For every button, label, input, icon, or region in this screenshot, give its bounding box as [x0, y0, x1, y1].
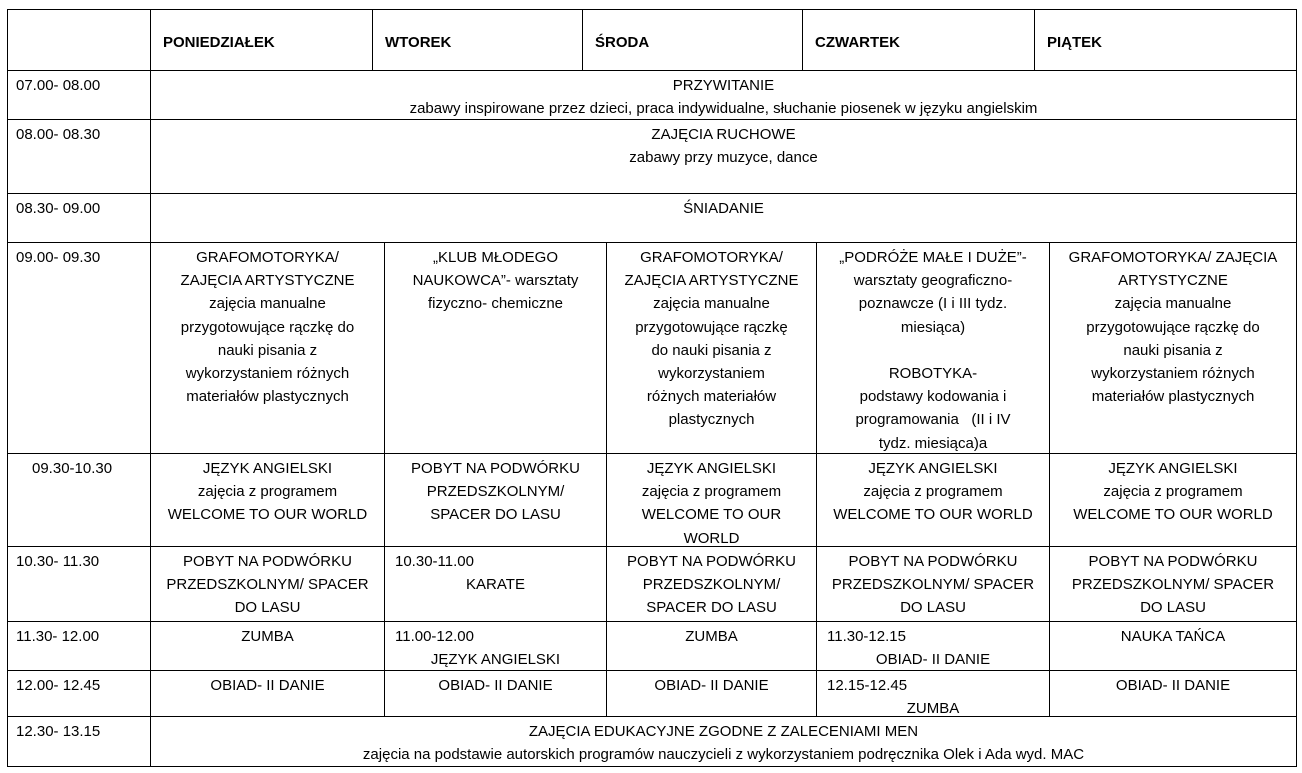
- activity-line: ROBOTYKA-: [888, 365, 978, 383]
- time-slot: 08.30- 09.00: [16, 200, 101, 217]
- activity-line: GRAFOMOTORYKA/: [640, 249, 783, 266]
- activity-cell-wtorek: [385, 454, 606, 546]
- time-slot: 07.00- 08.00: [16, 77, 101, 94]
- activity-line: różnych materiałów: [646, 388, 777, 406]
- activity-line: PRZEDSZKOLNYM/: [642, 576, 781, 594]
- activity-line: zajęcia na podstawie autorskich programów nauczycieli z wykorzystaniem podręcznika Olek i Ada wyd. MAC: [362, 746, 1085, 764]
- header-corner: [8, 10, 150, 70]
- activity-line: materiałów plastycznych: [1091, 388, 1255, 406]
- activity-line: zabawy inspirowane przez dzieci, praca indywidualne, słuchanie piosenek w języku angielskim: [409, 100, 1038, 118]
- time-slot: 10.30- 11.30: [16, 553, 100, 570]
- table-border: [1296, 9, 1297, 70]
- activity-cell-czwartek: [817, 243, 1049, 453]
- activity-line: wykorzystaniem: [658, 365, 765, 383]
- activity-line: POBYT NA PODWÓRKU: [411, 460, 580, 477]
- activity-cell-wtorek: [385, 243, 606, 453]
- activity-cell-poniedziałek: [151, 243, 384, 453]
- activity-line: POBYT NA PODWÓRKU: [848, 553, 1018, 570]
- activity-line: 10.30-11.00: [395, 553, 474, 570]
- activity-line: NAUKOWCA”- warsztaty: [412, 272, 579, 290]
- activity-cell-poniedziałek: [151, 671, 384, 716]
- activity-cell-piątek: [1050, 547, 1296, 621]
- activity-line: WELCOME TO OUR WORLD: [833, 506, 1033, 524]
- activity-line: ZAJĘCIA RUCHOWE: [651, 126, 796, 143]
- activity-line: zajęcia z programem: [641, 483, 782, 501]
- activity-line: JĘZYK ANGIELSKI: [202, 460, 333, 477]
- activity-line: POBYT NA PODWÓRKU: [183, 553, 352, 570]
- activity-line: ZUMBA: [241, 628, 294, 645]
- activity-line: PRZEDSZKOLNYM/ SPACER: [831, 576, 1035, 594]
- activity-line: PRZEDSZKOLNYM/ SPACER: [1071, 576, 1275, 594]
- activity-line: warsztaty geograficzno-: [853, 272, 1013, 290]
- activity-line: zajęcia z programem: [197, 483, 338, 501]
- activity-line: ARTYSTYCZNE: [1118, 272, 1228, 290]
- activity-line: przygotowujące rączkę: [635, 318, 788, 336]
- activity-line: ŚNIADANIE: [683, 200, 764, 217]
- activity-cell-środa: [607, 243, 816, 453]
- activity-line: zajęcia manualne: [1114, 295, 1232, 313]
- activity-line: PRZEDSZKOLNYM/ SPACER: [166, 576, 369, 594]
- activity-line: JĘZYK ANGIELSKI: [1108, 460, 1238, 477]
- activity-line: GRAFOMOTORYKA/: [196, 249, 339, 266]
- activity-line: DO LASU: [900, 599, 966, 617]
- activity-line: PRZEDSZKOLNYM/: [426, 483, 565, 501]
- day-header-4: CZWARTEK: [815, 34, 900, 52]
- activity-line: GRAFOMOTORYKA/ ZAJĘCIA: [1068, 249, 1278, 266]
- activity-cell-czwartek: [817, 547, 1049, 621]
- activity-line: „KLUB MŁODEGO: [432, 249, 559, 266]
- activity-line: OBIAD- II DANIE: [210, 677, 325, 694]
- activity-line: ZUMBA: [685, 628, 738, 645]
- activity-cell-wtorek: [385, 671, 606, 716]
- activity-cell-piątek: [1050, 622, 1296, 670]
- activity-line: WELCOME TO OUR WORLD: [167, 506, 368, 524]
- activity-line: „PODRÓŻE MAŁE I DUŻE”-: [839, 249, 1027, 266]
- activity-line: KARATE: [466, 576, 525, 594]
- time-slot: 09.00- 09.30: [16, 249, 101, 266]
- activity-line: nauki pisania z: [217, 341, 318, 359]
- activity-line: NAUKA TAŃCA: [1120, 628, 1226, 645]
- activity-line: do nauki pisania z: [651, 341, 772, 359]
- activity-line: ZAJĘCIA ARTYSTYCZNE: [180, 272, 355, 290]
- time-slot: 11.30- 12.00: [16, 628, 100, 645]
- activity-line: przygotowujące rączkę do: [1086, 318, 1260, 336]
- activity-line: DO LASU: [234, 599, 301, 617]
- all-week-activity: [151, 194, 1296, 242]
- activity-line: ZUMBA: [906, 700, 960, 718]
- activity-cell-poniedziałek: [151, 622, 384, 670]
- activity-line: miesiąca): [900, 318, 966, 336]
- activity-line: SPACER DO LASU: [430, 506, 561, 524]
- activity-line: POBYT NA PODWÓRKU: [1088, 553, 1258, 570]
- activity-cell-poniedziałek: [151, 454, 384, 546]
- activity-line: JĘZYK ANGIELSKI: [868, 460, 998, 477]
- activity-line: zajęcia z programem: [863, 483, 1003, 501]
- activity-line: ZAJĘCIA ARTYSTYCZNE: [624, 272, 799, 290]
- activity-line: nauki pisania z: [1123, 341, 1223, 359]
- activity-cell-czwartek: [817, 454, 1049, 546]
- activity-cell-środa: [607, 547, 816, 621]
- activity-line: zajęcia manualne: [653, 295, 770, 313]
- activity-line: podstawy kodowania i: [859, 388, 1007, 406]
- activity-line: 12.15-12.45: [827, 677, 908, 694]
- activity-cell-poniedziałek: [151, 547, 384, 621]
- activity-line: OBIAD- II DANIE: [654, 677, 769, 694]
- activity-cell-wtorek: [385, 622, 606, 670]
- activity-line: PRZYWITANIE: [672, 77, 775, 94]
- activity-cell-piątek: [1050, 671, 1296, 716]
- activity-line: wykorzystaniem różnych: [185, 365, 350, 383]
- activity-line: JĘZYK ANGIELSKI: [430, 651, 561, 669]
- activity-line: plastycznych: [668, 411, 755, 429]
- activity-line: 11.00-12.00: [395, 628, 474, 645]
- activity-cell-piątek: [1050, 454, 1296, 546]
- activity-line: tydz. miesiąca)a: [878, 434, 988, 452]
- activity-line: poznawcze (I i III tydz.: [858, 295, 1008, 313]
- activity-line: POBYT NA PODWÓRKU: [627, 553, 796, 570]
- activity-cell-środa: [607, 671, 816, 716]
- all-week-activity: [151, 717, 1296, 766]
- activity-line: zabawy przy muzyce, dance: [629, 149, 818, 167]
- time-slot: 08.00- 08.30: [16, 126, 101, 143]
- activity-line: [819, 339, 1047, 362]
- activity-line: materiałów plastycznych: [186, 388, 349, 406]
- day-header-1: PONIEDZIAŁEK: [163, 34, 275, 52]
- activity-line: zajęcia manualne: [209, 295, 326, 313]
- activity-cell-środa: [607, 622, 816, 670]
- time-slot: 12.00- 12.45: [16, 677, 101, 694]
- activity-cell-czwartek: [817, 671, 1049, 716]
- time-slot: 09.30-10.30: [32, 460, 113, 477]
- activity-line: 11.30-12.15: [827, 628, 906, 645]
- all-week-activity: [151, 120, 1296, 193]
- activity-line: przygotowujące rączkę do: [180, 318, 355, 336]
- activity-line: fizyczno- chemiczne: [427, 295, 564, 313]
- day-header-3: ŚRODA: [595, 34, 650, 52]
- activity-line: ZAJĘCIA EDUKACYJNE ZGODNE Z ZALECENIAMI MEN: [528, 723, 919, 740]
- activity-line: JĘZYK ANGIELSKI: [646, 460, 777, 477]
- day-header-5: PIĄTEK: [1047, 34, 1103, 52]
- activity-line: WELCOME TO OUR WORLD: [1073, 506, 1273, 524]
- activity-cell-czwartek: [817, 622, 1049, 670]
- activity-line: DO LASU: [1140, 599, 1206, 617]
- activity-line: SPACER DO LASU: [646, 599, 777, 617]
- activity-line: WORLD: [683, 529, 740, 547]
- activity-cell-wtorek: [385, 547, 606, 621]
- activity-line: WELCOME TO OUR: [641, 506, 782, 524]
- table-border: [1296, 70, 1297, 766]
- activity-line: OBIAD- II DANIE: [438, 677, 553, 694]
- activity-cell-piątek: [1050, 243, 1296, 453]
- activity-line: programowania (II i IV: [855, 411, 1011, 429]
- activity-line: OBIAD- II DANIE: [1115, 677, 1231, 694]
- day-header-2: WTOREK: [385, 34, 452, 52]
- activity-line: OBIAD- II DANIE: [875, 651, 991, 669]
- all-week-activity: [151, 71, 1296, 119]
- activity-cell-środa: [607, 454, 816, 546]
- time-slot: 12.30- 13.15: [16, 723, 101, 740]
- activity-line: zajęcia z programem: [1103, 483, 1243, 501]
- activity-line: wykorzystaniem różnych: [1091, 365, 1255, 383]
